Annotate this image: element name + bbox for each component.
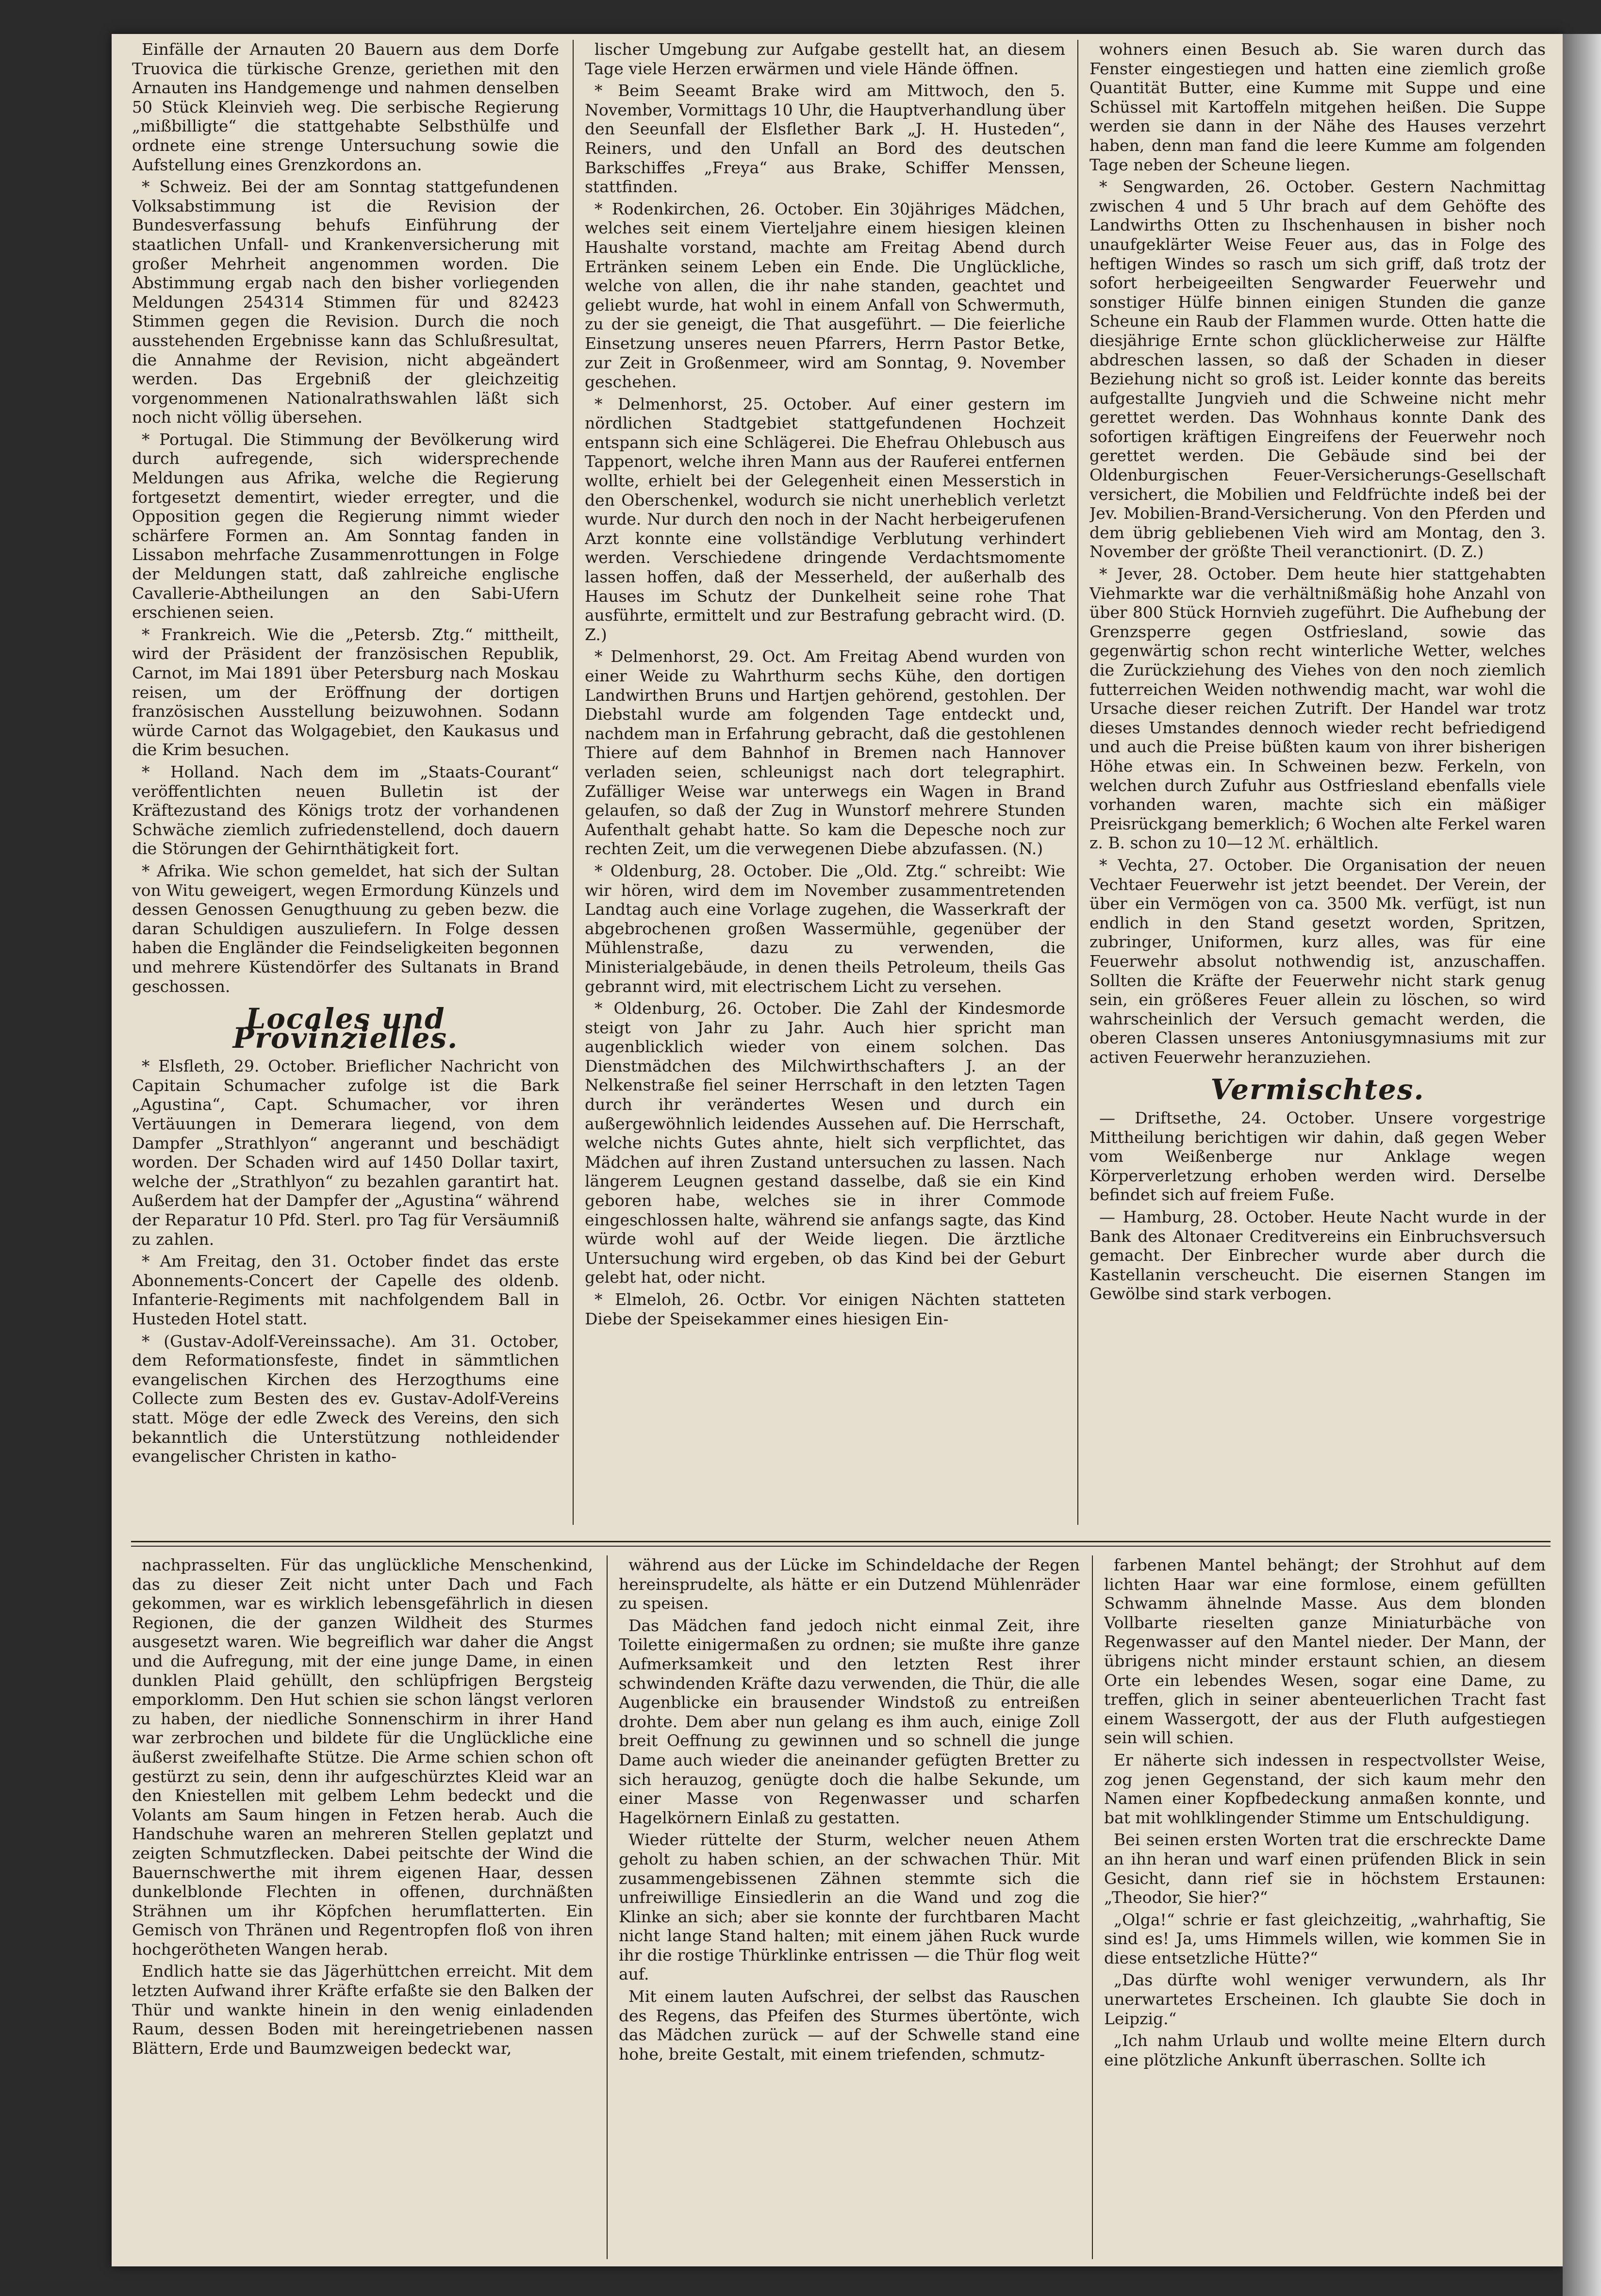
paragraph: * Elmeloh, 26. Octbr. Vor einigen Nächten statteten Diebe der Speisekammer eines hiesigen Ein- [585, 1290, 1065, 1328]
upper-column-3 [1089, 40, 1546, 1525]
lower-column-1 [132, 1555, 593, 2259]
paragraph: * Oldenburg, 26. October. Die Zahl der Kindesmorde steigt von Jahr zu Jahr. Auch hier spricht man augenblicklich wieder von einem solchen. Das Dienstmädchen des Milchwirthschafters J. an der Nelkenstraße fiel seiner Herrschaft in den letzten Tagen durch ihr verändertes Wesen und durch ein außergewöhnlich leidendes Aussehen auf. Die Herrschaft, welche nichts Gutes ahnte, hielt sich verpflichtet, das Mädchen auf ihren Zustand untersuchen zu lassen. Nach längerem Leugnen gestand dasselbe, daß sie ein Kind geboren habe, welches sie in ihrer Commode eingeschlossen halte, während sie anfangs sagte, das Kind würde wohl auf der Weide liegen. Die ärztliche Untersuchung wird ergeben, ob das Kind bei der Geburt gelebt hat, oder nicht. [585, 999, 1065, 1287]
paragraph: * Am Freitag, den 31. October findet das erste Abonnements-Concert der Capelle des oldenb. Infanterie-Regiments mit nachfolgendem Ball in Husteden Hotel statt. [132, 1252, 559, 1328]
news-column-3-text [1089, 40, 1546, 1067]
paragraph: — Hamburg, 28. October. Heute Nacht wurde in der Bank des Altonaer Creditvereins ein Einbruchsversuch gemacht. Der Einbrecher wurde aber durch die Kastellanin verscheucht. Die eisernen Stangen im Gewölbe sind stark verbogen. [1089, 1207, 1546, 1304]
paragraph: * Afrika. Wie schon gemeldet, hat sich der Sultan von Witu geweigert, wegen Ermordung Künzels und dessen Genossen Genugthuung zu geben bezw. die daran Schuldigen auszuliefern. In Folge dessen haben die Engländer die Feindseligkeiten begonnen und mehrere Küstendörfer des Sultanats in Brand geschossen. [132, 861, 559, 996]
section-separator-rule-2 [131, 1546, 1551, 1547]
paragraph: * Portugal. Die Stimmung der Bevölkerung wird durch aufregende, sich widersprechende Meldungen aus Afrika, welche die Regierung fortgesetzt dementirt, wieder erregter, und die Opposition gegen die Regierung nimmt wieder schärfere Formen an. Am Sonntag fanden in Lissabon mehrfache Zusammenrottungen in Folge der Meldungen statt, daß zahlreiche englische Cavallerie-Abtheilungen an den Sabi-Ufern erschienen seien. [132, 429, 559, 622]
story-column-3-text [1104, 1555, 1546, 2069]
section-heading-locales: Locales und Provinzielles. [232, 1002, 459, 1055]
paragraph: „Das dürfte wohl weniger verwundern, als Ihr unerwartetes Erscheinen. Ich glaubte Sie doch in Leipzig.“ [1104, 1970, 1546, 2028]
paragraph: Er näherte sich indessen in respectvollster Weise, zog jenen Gegenstand, der sich kaum mehr den Namen einer Kopfbedeckung anmaßen konnte, und bat mit wohlklingender Stimme um Entschuldigung. [1104, 1750, 1546, 1827]
paragraph: während aus der Lücke im Schindeldache der Regen hereinsprudelte, als hätte er ein Dutzend Mühlenräder zu speisen. [619, 1555, 1080, 1613]
paragraph: * Beim Seeamt Brake wird am Mittwoch, den 5. November, Vormittags 10 Uhr, die Hauptverhandlung über den Seeunfall der Elsflether Bark „J. H. Husteden“, Reiners, und den Unfall an Bord des deutschen Barkschiffes „Freya“ aus Brake, Schiffer Menssen, stattfinden. [585, 81, 1065, 197]
newspaper-page [112, 34, 1563, 2266]
paragraph: * Delmenhorst, 25. October. Auf einer gestern im nördlichen Stadtgebiet stattgefundenen Hochzeit entspann sich eine Schlägerei. Die Ehefrau Ohlebusch aus Tappenort, welche ihren Mann aus der Rauferei entfernen wollte, erhielt bei der Gelegenheit einen Messerstich in den Oberschenkel, wodurch sie nicht unerheblich verletzt wurde. Nur durch den noch in der Nacht herbeigerufenen Arzt konnte eine vollständige Verblutung verhindert werden. Verschiedene dringende Verdachtsmomente lassen hoffen, daß der Messerheld, der außerhalb des Hauses im Schutz der Dunkelheit seine rohe That ausführte, ermittelt und zur Bestrafung gebracht wird. (D. Z.) [585, 394, 1065, 644]
section-separator-rule [131, 1541, 1551, 1542]
paragraph: Einfälle der Arnauten 20 Bauern aus dem Dorfe Truovica die türkische Grenze, geriethen mit den Arnauten ins Handgemenge und nahmen denselben 50 Stück Kleinvieh weg. Die serbische Regierung „mißbilligte“ die stattgehabte Selbsthülfe und ordnete eine strenge Untersuchung sowie die Aufstellung eines Grenzkordons an. [132, 40, 559, 174]
story-column-2-text [619, 1555, 1080, 2064]
paragraph: wohners einen Besuch ab. Sie waren durch das Fenster eingestiegen und hatten eine ziemlich große Quantität Butter, eine Kumme mit Suppe und eine Schüssel mit Kartoffeln mitgehen heißen. Die Suppe werden sie dann in der Nähe des Hauses verzehrt haben, denn man fand die leere Kumme am folgenden Tage neben der Scheune liegen. [1089, 40, 1546, 174]
upper-column-1 [132, 40, 559, 1525]
paragraph: „Ich nahm Urlaub und wollte meine Eltern durch eine plötzliche Ankunft überraschen. Sollte ich [1104, 2031, 1546, 2069]
section-heading-vermischtes: Vermischtes. [1210, 1073, 1425, 1107]
paragraph: nachprasselten. Für das unglückliche Menschenkind, das zu dieser Zeit nicht unter Dach und Fach gekommen, war es wirklich lebensgefährlich in diesen Regionen, die der ganzen Wildheit des Sturmes ausgesetzt waren. Wie begreiflich war daher die Angst und die Aufregung, mit der eine junge Dame, in einen dunklen Plaid gehüllt, den schlüpfrigen Bergsteig emporklomm. Den Hut schien sie schon längst verloren zu haben, der niedliche Sonnenschirm in ihrer Hand war zerbrochen und bildete für die Unglückliche eine äußerst zweifelhafte Stütze. Die Arme schien schon oft gestürzt zu sein, denn ihr aufgeschürztes Kleid war an den Kniestellen mit gelbem Lehm bedeckt und die Volants am Saum hingen in Fetzen herab. Auch die Handschuhe waren an mehreren Stellen geplatzt und zeigten Schmutzflecken. Dabei peitschte der Wind die Bauernschwerthe mit ihrem eigenen Haar, dessen dunkelblonde Flechten in offenen, durchnäßten Strähnen um ihr Köpfchen herumflatterten. Ein Gemisch von Thränen und Regentropfen floß von ihren hochgerötheten Wangen herab. [132, 1555, 593, 1959]
news-column-1-text [132, 40, 559, 996]
upper-column-rule-2 [1077, 40, 1078, 1525]
paragraph: „Olga!“ schrie er fast gleichzeitig, „wahrhaftig, Sie sind es! Ja, ums Himmels willen, wie kommen Sie in diese entsetzliche Hütte?“ [1104, 1910, 1546, 1967]
paragraph: * Jever, 28. October. Dem heute hier stattgehabten Viehmarkte war die verhältnißmäßig hohe Anzahl von über 800 Stück Hornvieh zugeführt. Die Aufhebung der Grenzsperre gegen Ostfriesland, sowie das gegenwärtig schon recht winterliche Wetter, welches die Zurückziehung des Viehes von den noch ziemlich futterreichen Weiden nothwendig macht, war wohl die Ursache dieser reichen Zutrift. Der Handel war trotz dieses Umstandes dennoch wieder recht befriedigend und auch die Preise büßten kaum von ihrer bisherigen Höhe etwas ein. In Schweinen bezw. Ferkeln, von welchen durch Zufuhr aus Ostfriesland ebenfalls viele vorhanden waren, machte sich ein mäßiger Preisrückgang bemerklich; 6 Wochen alte Ferkel waren z. B. schon zu 10—12 ℳ. erhältlich. [1089, 564, 1546, 853]
page-edge-shadow [1563, 34, 1601, 2296]
paragraph: Das Mädchen fand jedoch nicht einmal Zeit, ihre Toilette einigermaßen zu ordnen; sie mußte ihre ganze Aufmerksamkeit und den letzten Rest ihrer schwindenden Kräfte dazu verwenden, die Thür, die alle Augenblicke ein brausender Windstoß zu entreißen drohte. Dem aber nun gelang es ihm auch, einige Zoll breit Oeffnung zu gewinnen und so schnell die junge Dame auch wieder die aneinander gefügten Bretter zu sich herauzog, genügte doch die halbe Sekunde, um einer Masse von Regenwasser und scharfen Hagelkörnern Einlaß zu gestatten. [619, 1616, 1080, 1827]
paragraph: * Schweiz. Bei der am Sonntag stattgefundenen Volksabstimmung ist die Revision der Bundesverfassung behufs Einführung der staatlichen Unfall- und Krankenversicherung mit großer Mehrheit angenommen worden. Die Abstimmung ergab nach den bisher vorliegenden Meldungen 254314 Stimmen für und 82423 Stimmen gegen die Revision. Durch die noch ausstehenden Ergebnisse kann das Schlußresultat, die Annahme der Revision, nicht abgeändert werden. Das Ergebniß der gleichzeitig vorgenommenen Nationalrathswahlen läßt sich noch nicht völlig übersehen. [132, 177, 559, 427]
paragraph: lischer Umgebung zur Aufgabe gestellt hat, an diesem Tage viele Herzen erwärmen und viele Hände öffnen. [585, 40, 1065, 78]
story-column-1-text [132, 1555, 593, 2058]
paragraph: * Holland. Nach dem im „Staats-Courant“ veröffentlichten neuen Bulletin ist der Kräftezustand des Königs trotz der vorhandenen Schwäche ziemlich zufriedenstellend, doch dauern die Störungen der Gehirnthätigkeit fort. [132, 762, 559, 859]
paragraph: Bei seinen ersten Worten trat die erschreckte Dame an ihn heran und warf einen prüfenden Blick in sein Gesicht, dann rief sie in höchstem Erstaunen: „Theodor, Sie hier?“ [1104, 1830, 1546, 1907]
paragraph: Wieder rüttelte der Sturm, welcher neuen Athem geholt zu haben schien, an der schwachen Thür. Mit zusammengebissenen Zähnen stemmte sich die unfreiwillige Einsiedlerin an die Wand und zog die Klinke an sich; aber sie konnte der furchtbaren Macht nicht lange Stand halten; mit einem jähen Ruck wurde ihr die rostige Thürklinke entrissen — die Thür flog weit auf. [619, 1830, 1080, 1984]
paragraph: * Vechta, 27. October. Die Organisation der neuen Vechtaer Feuerwehr ist jetzt beendet. Der Verein, der über ein Vermögen von ca. 3500 Mk. verfügt, ist nun endlich in den Stand gesetzt worden, Spritzen, zubringer, Uniformen, kurz alles, was für eine Feuerwehr absolut nothwendig ist, anzuschaffen. Sollten die Kräfte der Feuerwehr nicht stark genug sein, ein größeres Feuer allein zu löschen, so wird wahrscheinlich der Versuch gemacht werden, die oberen Classen unseres Antoniusgymnasiums mit zur activen Feuerwehr heranzuziehen. [1089, 855, 1546, 1067]
paragraph: * Elsfleth, 29. October. Brieflicher Nachricht von Capitain Schumacher zufolge ist die Bark „Agustina“, Capt. Schumacher, vor ihren Vertäuungen in Demerara liegend, von dem Dampfer „Strathlyon“ angerannt und beschädigt worden. Der Schaden wird auf 1450 Dollar taxirt, welche der „Strathlyon“ zu bezahlen garantirt hat. Außerdem hat der Dampfer der „Agustina“ während der Reparatur 10 Pfd. Sterl. pro Tag für Versäumniß zu zahlen. [132, 1057, 559, 1249]
upper-column-2 [585, 40, 1065, 1525]
paragraph: Mit einem lauten Aufschrei, der selbst das Rauschen des Regens, das Pfeifen des Sturmes übertönte, wich das Mädchen zurück — auf der Schwelle stand eine hohe, breite Gestalt, mit einem triefenden, schmutz- [619, 1987, 1080, 2064]
lower-column-rule-2 [1092, 1555, 1093, 2259]
paragraph: farbenen Mantel behängt; der Strohhut auf dem lichten Haar war eine formlose, einem gefüllten Schwamm ähnelnde Masse. Aus dem blonden Vollbarte rieselten ganze Miniaturbäche von Regenwasser auf den Mantel nieder. Der Mann, der übrigens nicht minder erstaunt schien, an diesem Orte ein lebendes Wesen, sogar eine Dame, zu treffen, glich in seiner abenteuerlichen Tracht fast einem Wassergott, der aus der Fluth aufgestiegen sein will schien. [1104, 1555, 1546, 1748]
upper-column-rule-1 [573, 40, 574, 1525]
paragraph: * Delmenhorst, 29. Oct. Am Freitag Abend wurden von einer Weide zu Wahrthurm sechs Kühe, den dortigen Landwirthen Bruns und Hartjen gehörend, gestohlen. Der Diebstahl wurde am folgenden Tage entdeckt und, nachdem man in Erfahrung gebracht, daß die gestohlenen Thiere auf dem Bahnhof in Bremen nach Hannover verladen seien, schleunigst nach dort telegraphirt. Zufälliger Weise war unterwegs ein Wagen in Brand gelaufen, so daß der Zug in Wunstorf mehrere Stunden Aufenthalt gehabt hatte. So kam die Depesche noch zur rechten Zeit, um die verwegenen Diebe abzufassen. (N.) [585, 647, 1065, 859]
lower-column-3 [1104, 1555, 1546, 2259]
lower-column-2 [619, 1555, 1080, 2259]
paragraph: * (Gustav-Adolf-Vereinssache). Am 31. October, dem Reformationsfeste, findet in sämmtlichen evangelischen Kirchen des Herzogthums eine Collecte zum Besten des ev. Gustav-Adolf-Vereins statt. Möge der edle Zweck des Vereins, den sich bekanntlich die Unterstützung nothleidender evangelischer Christen in katho- [132, 1331, 559, 1466]
paragraph: * Oldenburg, 28. October. Die „Old. Ztg.“ schreibt: Wie wir hören, wird dem im November zusammentretenden Landtag auch eine Vorlage zugehen, die Wasserkraft der abgebrochenen großen Wassermühle, gegenüber der Mühlenstraße, dazu zu verwenden, die Ministerialgebäude, in denen theils Petroleum, theils Gas gebrannt wird, mit electrischem Licht zu versehen. [585, 861, 1065, 996]
paragraph: * Frankreich. Wie die „Petersb. Ztg.“ mittheilt, wird der Präsident der französischen Republik, Carnot, im Mai 1891 über Petersburg nach Moskau reisen, um der Eröffnung der dortigen französischen Ausstellung beizuwohnen. Sodann würde Carnot das Wolgagebiet, den Kaukasus und die Krim besuchen. [132, 625, 559, 760]
paragraph: — Driftsethe, 24. October. Unsere vorgestrige Mittheilung berichtigen wir dahin, daß gegen Weber vom Weißenberge nur Anklage wegen Körperverletzung erhoben werden wird. Derselbe befindet sich auf freiem Fuße. [1089, 1108, 1546, 1205]
news-column-1b-text [132, 1057, 559, 1466]
paragraph: * Rodenkirchen, 26. October. Ein 30jähriges Mädchen, welches seit einem Vierteljahre einem hiesigen kleinen Haushalte vorstand, machte am Freitag Abend durch Ertränken seinem Leben ein Ende. Die Unglückliche, welche von allen, die ihr nahe standen, geachtet und geliebt wurde, hat wohl in einem Anfall von Schwermuth, zu der sie geneigt, die That ausgeführt. — Die feierliche Einsetzung unseres neuen Pfarrers, Herrn Pastor Betke, zur Zeit in Großenmeer, wird am Sonntag, 9. November geschehen. [585, 199, 1065, 392]
paragraph: * Sengwarden, 26. October. Gestern Nachmittag zwischen 4 und 5 Uhr brach auf dem Gehöfte des Landwirths Otten zu Ihschenhausen in bisher noch unaufgeklärter Weise Feuer aus, das in Folge des heftigen Windes so rasch um sich griff, daß trotz der sofort herbeigeeilten Sengwarder Feuerwehr und sonstiger Hülfe binnen einigen Stunden die ganze Scheune ein Raub der Flammen wurde. Otten hatte die diesjährige Ernte schon glücklicherweise zur Hälfte abdreschen lassen, so daß der Schaden in dieser Beziehung nicht so groß ist. Leider konnte das bereits aufgestallte Jungvieh und die Schweine nicht mehr gerettet werden. Das Wohnhaus konnte Dank des sofortigen kräftigen Eingreifens der Feuerwehr noch gerettet werden. Die Gebäude sind bei der Oldenburgischen Feuer-Versicherungs-Gesellschaft versichert, die Mobilien und Feldfrüchte indeß bei der Jev. Mobilien-Brand-Versicherung. Von den Pferden und dem übrig gebliebenen Vieh wird am Montag, den 3. November der größte Theil veranctionirt. (D. Z.) [1089, 177, 1546, 562]
news-column-2-text [585, 40, 1065, 1328]
news-column-3b-text [1089, 1108, 1546, 1304]
paragraph: Endlich hatte sie das Jägerhüttchen erreicht. Mit dem letzten Aufwand ihrer Kräfte erfaßte sie den Balken der Thür und wankte hinein in den wenig einladenden Raum, dessen Boden mit hereingetriebenen nassen Blättern, Erde und Baumzweigen bedeckt war, [132, 1962, 593, 2058]
lower-column-rule-1 [607, 1555, 608, 2259]
